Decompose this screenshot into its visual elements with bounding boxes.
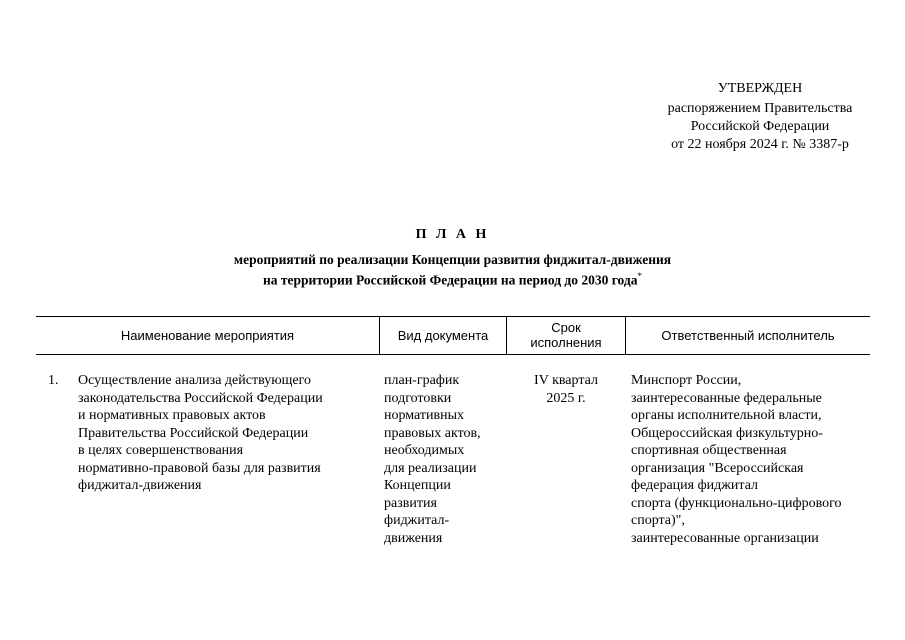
activity-line: Правительства Российской Федерации xyxy=(78,425,309,441)
document-line: нормативных xyxy=(384,408,465,423)
approval-line: распоряжением Правительства xyxy=(667,101,853,116)
activity-line: Осуществление анализа действующего xyxy=(78,373,312,388)
activity-line: и нормативных правовых актов xyxy=(78,408,266,423)
plan-subtitle-text: на территории Российской Федерации на период до 2030 года xyxy=(263,272,638,288)
document-line: правовых актов, xyxy=(384,425,481,441)
header-document: Вид документа xyxy=(397,327,489,343)
executor-line: спорта)", xyxy=(631,513,685,528)
executor-line: организация "Всероссийская xyxy=(631,460,804,476)
approval-line: от 22 ноября 2024 г. № 3387-р xyxy=(671,137,849,152)
table-header-rule xyxy=(36,354,870,355)
executor-line: федерация фиджитал xyxy=(631,478,759,493)
executor-line: заинтересованные федеральные xyxy=(631,390,822,406)
executor-cell xyxy=(631,372,870,547)
activity-line: нормативно-правовой базы для развития xyxy=(78,460,321,476)
header-executor: Ответственный исполнитель xyxy=(661,327,835,343)
document-line: для реализации xyxy=(384,460,477,476)
document-line: движения xyxy=(384,530,443,546)
approval-title: УТВЕРЖДЕН xyxy=(717,81,803,96)
document-line: необходимых xyxy=(384,443,465,458)
plan-subtitle xyxy=(0,251,905,289)
executor-line: органы исполнительной власти, xyxy=(631,408,822,423)
document-line: развития xyxy=(384,495,437,511)
deadline-line: IV квартал xyxy=(534,373,598,388)
document-line: Концепции xyxy=(384,478,451,493)
document-cell xyxy=(384,372,504,547)
plan-subtitle-line: мероприятий по реализации Концепции развития фиджитал-движения xyxy=(233,252,672,267)
activity-line: фиджитал-движения xyxy=(78,478,202,493)
row-number: 1. xyxy=(48,373,59,388)
executor-line: спортивная общественная xyxy=(631,443,787,458)
executor-line: Общероссийская физкультурно- xyxy=(631,425,823,441)
document-line: план-график xyxy=(384,373,460,388)
footnote-mark: * xyxy=(637,271,642,281)
header-deadline: Срок исполнения xyxy=(530,320,602,350)
approval-block xyxy=(600,80,905,154)
approval-line: Российской Федерации xyxy=(690,119,830,134)
executor-line: спорта (функционально-цифрового xyxy=(631,495,842,511)
plan-subtitle-line xyxy=(0,268,905,289)
executor-line: Минспорт России, xyxy=(631,373,742,388)
plan-title: П Л А Н xyxy=(415,227,490,242)
activity-cell xyxy=(78,372,378,495)
deadline-line: 2025 г. xyxy=(546,390,586,406)
header-activity: Наименование мероприятия xyxy=(120,327,295,343)
activity-line: в целях совершенствования xyxy=(78,443,244,458)
document-line: подготовки xyxy=(384,390,452,406)
document-line: фиджитал- xyxy=(384,513,450,528)
executor-line: заинтересованные организации xyxy=(631,530,819,546)
activity-line: законодательства Российской Федерации xyxy=(78,390,323,406)
deadline-cell xyxy=(507,372,625,407)
